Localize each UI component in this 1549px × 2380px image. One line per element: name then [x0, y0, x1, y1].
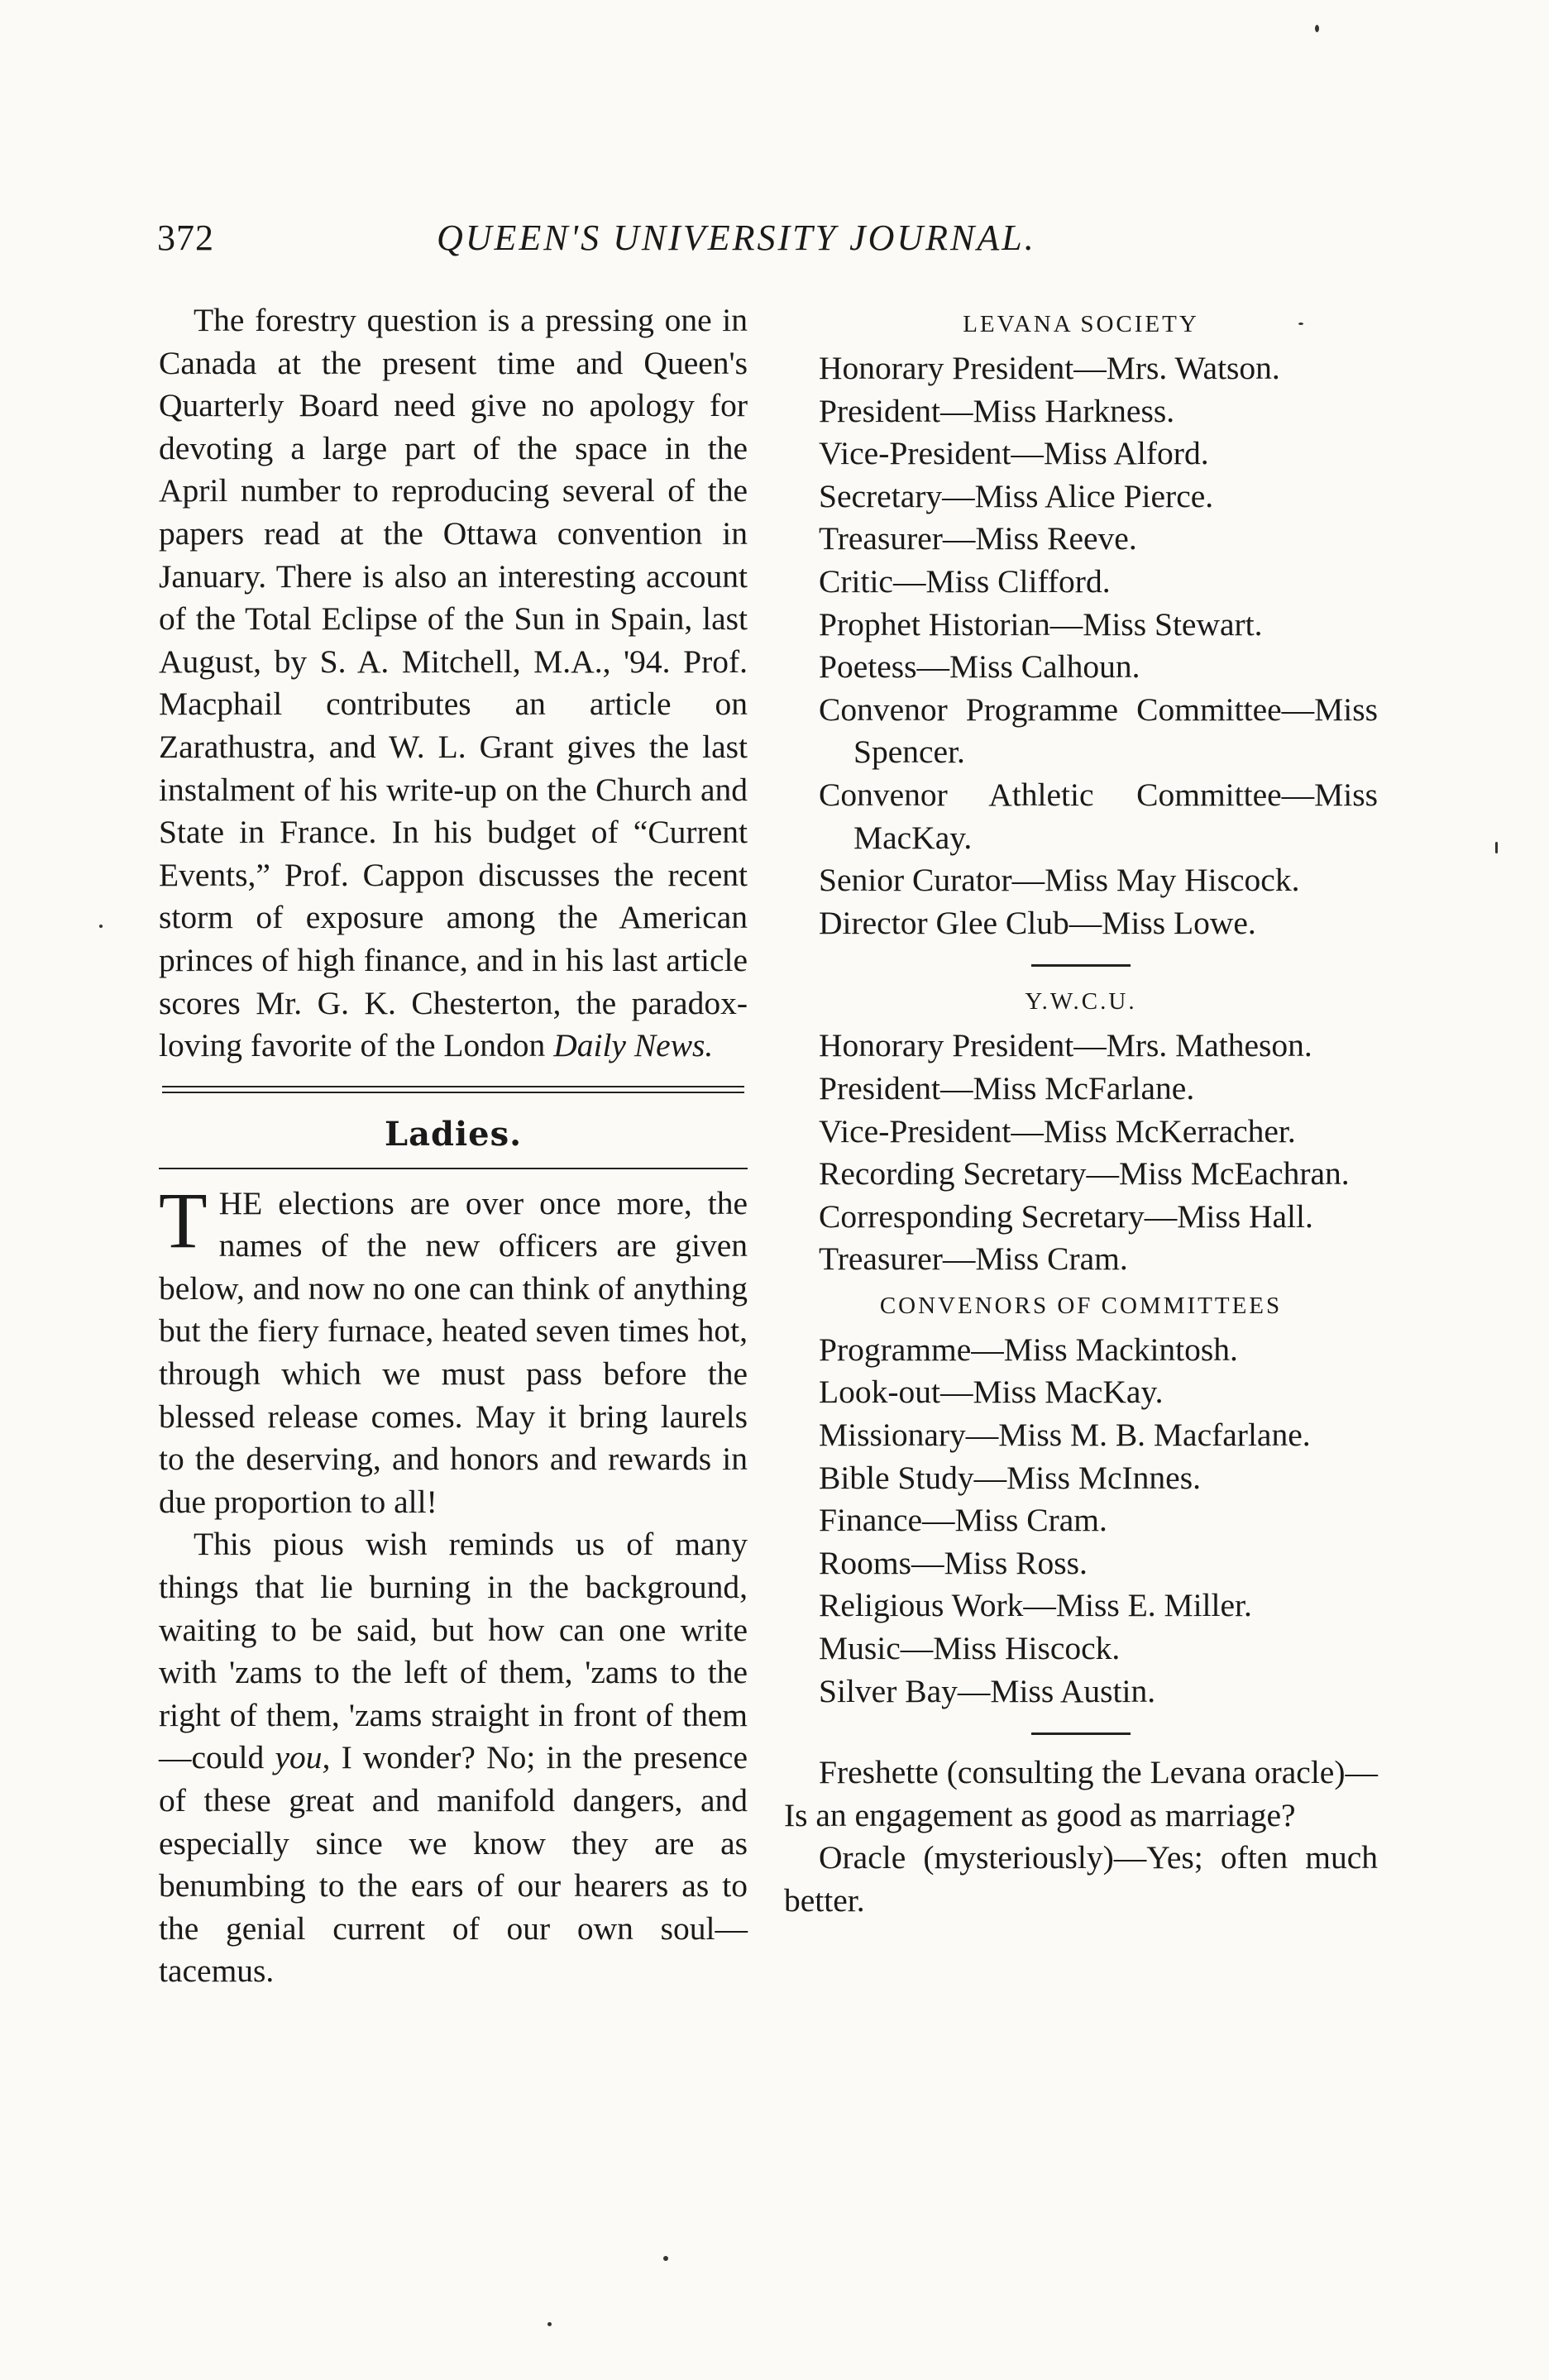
- list-item: Director Glee Club—Miss Lowe.: [819, 904, 1256, 941]
- list-item: Recording Secretary—Miss McEachran.: [819, 1155, 1350, 1192]
- pious-wish-paragraph: [159, 1523, 748, 1993]
- list-item: Programme—Miss Mackintosh.: [819, 1331, 1238, 1368]
- ladies-section-heading: [159, 1110, 748, 1176]
- daily-news-italic: Daily News.: [553, 1027, 714, 1064]
- list-item: Secretary—Miss Alice Pierce.: [819, 477, 1214, 514]
- running-title: QUEEN'S UNIVERSITY JOURNAL.: [437, 217, 1036, 258]
- speck-mark: [1315, 25, 1319, 32]
- freshette-paragraph: Freshette (consulting the Levana oracle)—Is an engagement as good as marriage?: [784, 1754, 1378, 1833]
- list-item: President—Miss Harkness.: [819, 392, 1175, 429]
- left-column: [159, 299, 748, 1993]
- list-item: Vice-President—Miss McKerracher.: [819, 1112, 1296, 1149]
- ywcu-heading: Y.W.C.U.: [1025, 988, 1137, 1016]
- list-item: Critic—Miss Clifford.: [819, 562, 1111, 600]
- speck-mark: [99, 925, 103, 928]
- heading-rule: [159, 1168, 748, 1169]
- page-number: 372: [157, 217, 214, 258]
- pious-wish-text-b: I wonder? No; in the presence of these great and manifold dangers, and especially since we know they are as benumbing to the ears of our hearers as to the genial current of our own soul—tacemus.: [159, 1739, 748, 1990]
- list-item: Music—Miss Hiscock.: [819, 1630, 1121, 1667]
- list-item: Bible Study—Miss McInnes.: [819, 1459, 1201, 1496]
- list-item: Convenor Athletic Committee—Miss MacKay.: [819, 776, 1378, 856]
- list-item: Look-out—Miss MacKay.: [819, 1374, 1164, 1411]
- convenors-list: [784, 1329, 1378, 1713]
- oracle-paragraph: Oracle (mysteriously)—Yes; often much better.: [784, 1839, 1378, 1919]
- pious-wish-italic: you,: [275, 1739, 331, 1776]
- page-header: [157, 213, 1108, 271]
- section-title: Ladies.: [384, 1114, 523, 1154]
- list-item: Treasurer—Miss Cram.: [819, 1240, 1128, 1278]
- list-item: Rooms—Miss Ross.: [819, 1544, 1088, 1581]
- list-item: Silver Bay—Miss Austin.: [819, 1672, 1156, 1709]
- levana-officers-list: [784, 347, 1378, 944]
- convenors-heading: CONVENORS OF COMMITTEES: [879, 1292, 1283, 1319]
- forestry-paragraph-text: The forestry question is a pressing one in Canada at the present time and Queen's Quarterly Board need give no apology for devoting a large part of the space in the April number to reproducing several of the papers read at the Ottawa convention in January. There is also an interesting account of the Total Eclipse of the Sun in Spain, last August, by S. A. Mitchell, M.A., '94. Prof. Macphail contributes an article on Zarathustra, and W. L. Grant gives the last instalment of his write-up on the Church and State in France. In his budget of “Current Events,” Prof. Cappon discusses the recent storm of exposure among the American princes of high finance, and in his last article scores Mr. G. K. Chesterton, the paradox-loving favorite of the London: [159, 302, 748, 1064]
- short-rule-divider: [1031, 964, 1131, 967]
- elections-paragraph: [159, 1175, 748, 1524]
- forestry-paragraph: [159, 299, 748, 1068]
- speck-mark: [663, 2256, 668, 2261]
- list-item: Honorary President—Mrs. Matheson.: [819, 1027, 1312, 1064]
- levana-society-heading: LEVANA SOCIETY: [963, 311, 1199, 337]
- list-item: Convenor Programme Committee—Miss Spencer.: [819, 691, 1378, 771]
- list-item: Poetess—Miss Calhoun.: [819, 648, 1140, 686]
- list-item: Vice-President—Miss Alford.: [819, 435, 1209, 472]
- list-item: Corresponding Secretary—Miss Hall.: [819, 1197, 1313, 1235]
- list-item: Treasurer—Miss Reeve.: [819, 520, 1137, 557]
- list-item: Honorary President—Mrs. Watson.: [819, 350, 1280, 386]
- list-item: Senior Curator—Miss May Hiscock.: [819, 862, 1300, 899]
- list-item: Religious Work—Miss E. Miller.: [819, 1587, 1252, 1624]
- double-rule-divider: [162, 1086, 744, 1093]
- drop-cap: T: [159, 1175, 208, 1264]
- short-rule-divider: [1031, 1732, 1131, 1735]
- elections-paragraph-text: HE elections are over once more, the names of the new officers are given below, and now no one can think of anything but the fiery furnace, heated seven times hot, through which we must pass before the blessed release comes. May it bring laurels to the deserving, and honors and rewards in due proportion to all!: [159, 1184, 748, 1520]
- speck-mark: [547, 2322, 552, 2326]
- list-item: Prophet Historian—Miss Stewart.: [819, 605, 1263, 643]
- right-column: [784, 299, 1378, 1923]
- pious-wish-text-a: This pious wish reminds us of many things that lie burning in the background, waiting to be said, but how can one write with 'zams to the left of them, 'zams to the right of them, 'zams straight in front of them—could: [159, 1526, 748, 1776]
- speck-mark: [1298, 323, 1303, 325]
- list-item: Finance—Miss Cram.: [819, 1502, 1107, 1539]
- speck-mark: [1495, 842, 1498, 853]
- list-item: Missionary—Miss M. B. Macfarlane.: [819, 1417, 1311, 1454]
- list-item: President—Miss McFarlane.: [819, 1069, 1195, 1106]
- ywcu-officers-list: [784, 1025, 1378, 1281]
